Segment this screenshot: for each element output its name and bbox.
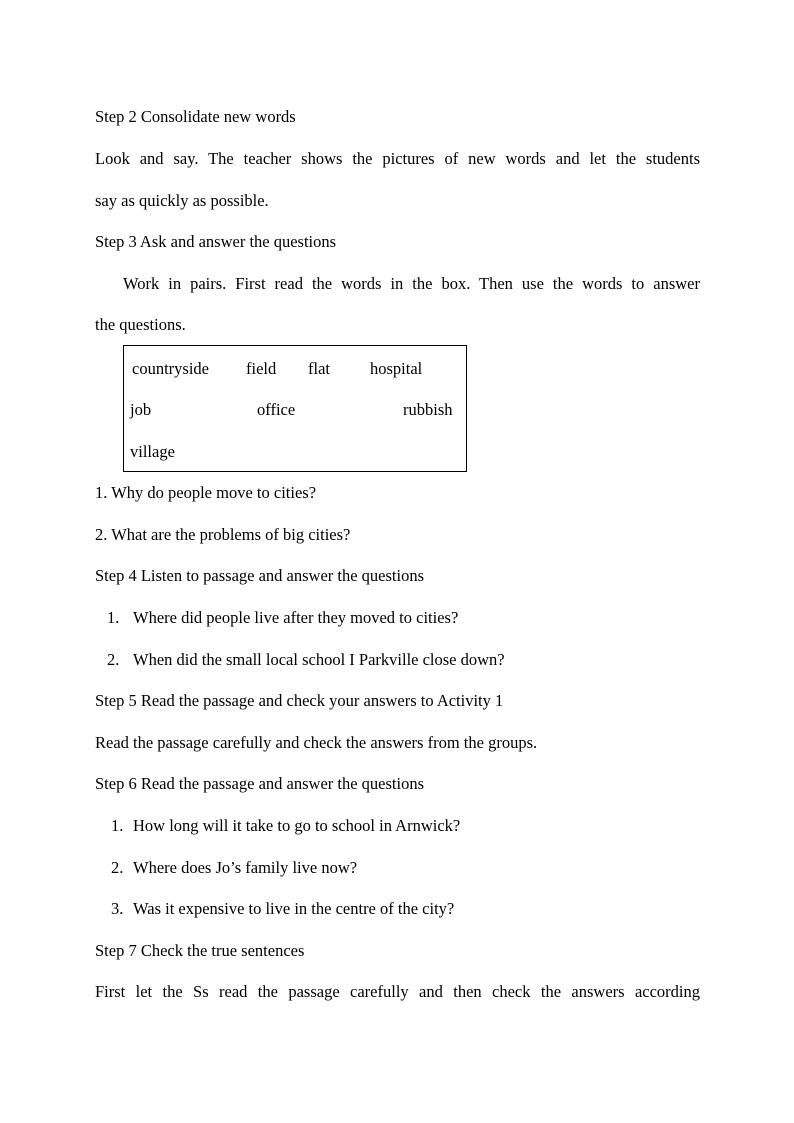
word-box — [123, 345, 467, 472]
list-number: 2. — [107, 650, 120, 669]
step2-heading: Step 2 Consolidate new words — [95, 107, 296, 126]
step7-text-line1: First let the Ss read the passage carefully and then check the answers according — [95, 982, 700, 1001]
question-text: How long will it take to go to school in Arnwick? — [133, 816, 461, 835]
step3-text-line1: Work in pairs. First read the words in the box. Then use the words to answer — [123, 274, 700, 293]
step6-question-1 — [111, 816, 460, 836]
step3-question-2: 2. What are the problems of big cities? — [95, 525, 351, 544]
word-box-item: field — [246, 359, 277, 378]
step5-text: Read the passage carefully and check the answers from the groups. — [95, 733, 538, 752]
step3-heading: Step 3 Ask and answer the questions — [95, 232, 337, 251]
step3-question-1: 1. Why do people move to cities? — [95, 483, 317, 502]
list-number: 1. — [107, 608, 120, 627]
list-number: 3. — [111, 899, 124, 918]
step6-question-2 — [111, 858, 357, 878]
list-number: 2. — [111, 858, 124, 877]
word-box-item: rubbish — [403, 400, 453, 419]
word-box-item: job — [130, 400, 152, 419]
step5-heading: Step 5 Read the passage and check your answers to Activity 1 — [95, 691, 504, 710]
word-box-item: village — [130, 442, 175, 461]
word-box-item: countryside — [132, 359, 209, 378]
question-text: Was it expensive to live in the centre of the city? — [133, 899, 455, 918]
step4-question-2 — [107, 650, 505, 670]
step2-text-line1: Look and say. The teacher shows the pictures of new words and let the students — [95, 149, 700, 168]
step4-question-1 — [107, 608, 458, 628]
word-box-item: hospital — [370, 359, 423, 378]
question-text: Where did people live after they moved to cities? — [133, 608, 459, 627]
step2-text-line2: say as quickly as possible. — [95, 191, 269, 210]
step6-heading: Step 6 Read the passage and answer the questions — [95, 774, 425, 793]
question-text: Where does Jo’s family live now? — [133, 858, 358, 877]
word-box-item: office — [257, 400, 296, 419]
list-number: 1. — [111, 816, 124, 835]
step6-question-3 — [111, 899, 454, 919]
step4-heading: Step 4 Listen to passage and answer the questions — [95, 566, 425, 585]
step7-heading: Step 7 Check the true sentences — [95, 941, 305, 960]
question-text: When did the small local school I Parkville close down? — [133, 650, 505, 669]
word-box-item: flat — [308, 359, 330, 378]
step3-text-line2: the questions. — [95, 315, 186, 334]
